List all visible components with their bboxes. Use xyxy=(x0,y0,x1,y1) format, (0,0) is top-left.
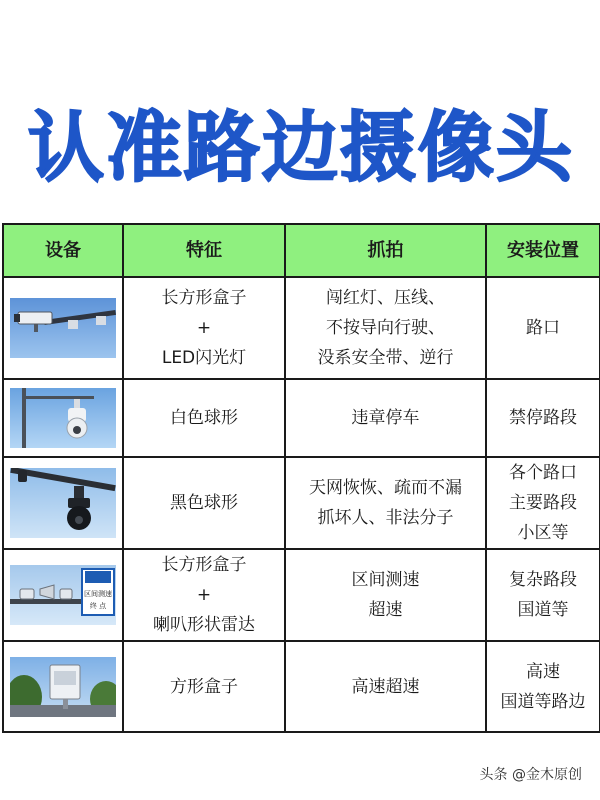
sign-text: 终 点 xyxy=(89,602,107,610)
table-row xyxy=(3,457,600,549)
header-capture: 抓拍 xyxy=(285,224,486,277)
location-cell xyxy=(486,641,600,732)
feature-line: LED闪光灯 xyxy=(161,348,247,368)
black-dome-camera-icon xyxy=(10,468,116,538)
location-cell xyxy=(486,379,600,457)
location-line: 路口 xyxy=(526,318,560,338)
capture-line: 区间测速 xyxy=(351,570,420,590)
capture-line: 闯红灯、压线、 xyxy=(326,288,445,308)
table-header-row xyxy=(3,224,600,277)
table-row xyxy=(3,379,600,457)
capture-cell xyxy=(285,379,486,457)
sign-text: 区间测速 xyxy=(84,590,112,598)
device-cell xyxy=(3,379,123,457)
location-cell xyxy=(486,457,600,549)
location-line: 主要路段 xyxy=(509,493,577,513)
feature-line: 黑色球形 xyxy=(170,493,238,513)
feature-line: 白色球形 xyxy=(170,408,238,428)
header-location: 安装位置 xyxy=(486,224,600,277)
location-line: 复杂路段 xyxy=(509,570,577,590)
table-row xyxy=(3,549,600,641)
capture-cell xyxy=(285,549,486,641)
location-line: 高速 xyxy=(526,661,560,682)
table-row xyxy=(3,277,600,379)
title-banner xyxy=(0,55,600,223)
header-device: 设备 xyxy=(3,224,123,277)
capture-line: 抓坏人、非法分子 xyxy=(317,508,454,528)
header-feature: 特征 xyxy=(123,224,285,277)
feature-line: 方形盒子 xyxy=(170,676,238,697)
location-line: 禁停路段 xyxy=(509,408,577,428)
feature-line: 长方形盒子 xyxy=(161,288,247,308)
page-title: 认准路边摄像头 xyxy=(28,103,574,192)
location-cell xyxy=(486,277,600,379)
device-cell xyxy=(3,457,123,549)
capture-line: 高速超速 xyxy=(351,676,420,697)
feature-line: + xyxy=(196,318,212,338)
feature-line: 长方形盒子 xyxy=(161,555,247,575)
capture-line: 违章停车 xyxy=(351,408,420,428)
feature-cell xyxy=(123,641,285,732)
location-line: 各个路口 xyxy=(509,463,577,483)
capture-cell xyxy=(285,277,486,379)
location-cell xyxy=(486,549,600,641)
location-line: 小区等 xyxy=(517,523,569,543)
feature-cell xyxy=(123,277,285,379)
location-line: 国道等路边 xyxy=(500,691,586,712)
location-line: 国道等 xyxy=(517,600,569,620)
device-cell xyxy=(3,277,123,379)
feature-line: + xyxy=(196,585,212,605)
capture-line: 不按导向行驶、 xyxy=(326,318,445,338)
device-cell xyxy=(3,549,123,641)
capture-line: 天网恢恢、疏而不漏 xyxy=(309,478,462,498)
device-cell xyxy=(3,641,123,732)
capture-cell xyxy=(285,641,486,732)
capture-cell xyxy=(285,457,486,549)
radar-camera-icon xyxy=(10,565,116,625)
table-row xyxy=(3,641,600,732)
white-dome-camera-icon xyxy=(10,388,116,448)
feature-cell xyxy=(123,549,285,641)
feature-cell xyxy=(123,457,285,549)
square-box-camera-icon xyxy=(10,657,116,717)
feature-cell xyxy=(123,379,285,457)
watermark: 头条 @金木原创 xyxy=(479,767,582,783)
box-camera-icon xyxy=(10,298,116,358)
feature-line: 喇叭形状雷达 xyxy=(153,615,255,635)
capture-line: 超速 xyxy=(368,600,403,620)
capture-line: 没系安全带、逆行 xyxy=(317,348,454,368)
camera-table xyxy=(2,223,600,733)
